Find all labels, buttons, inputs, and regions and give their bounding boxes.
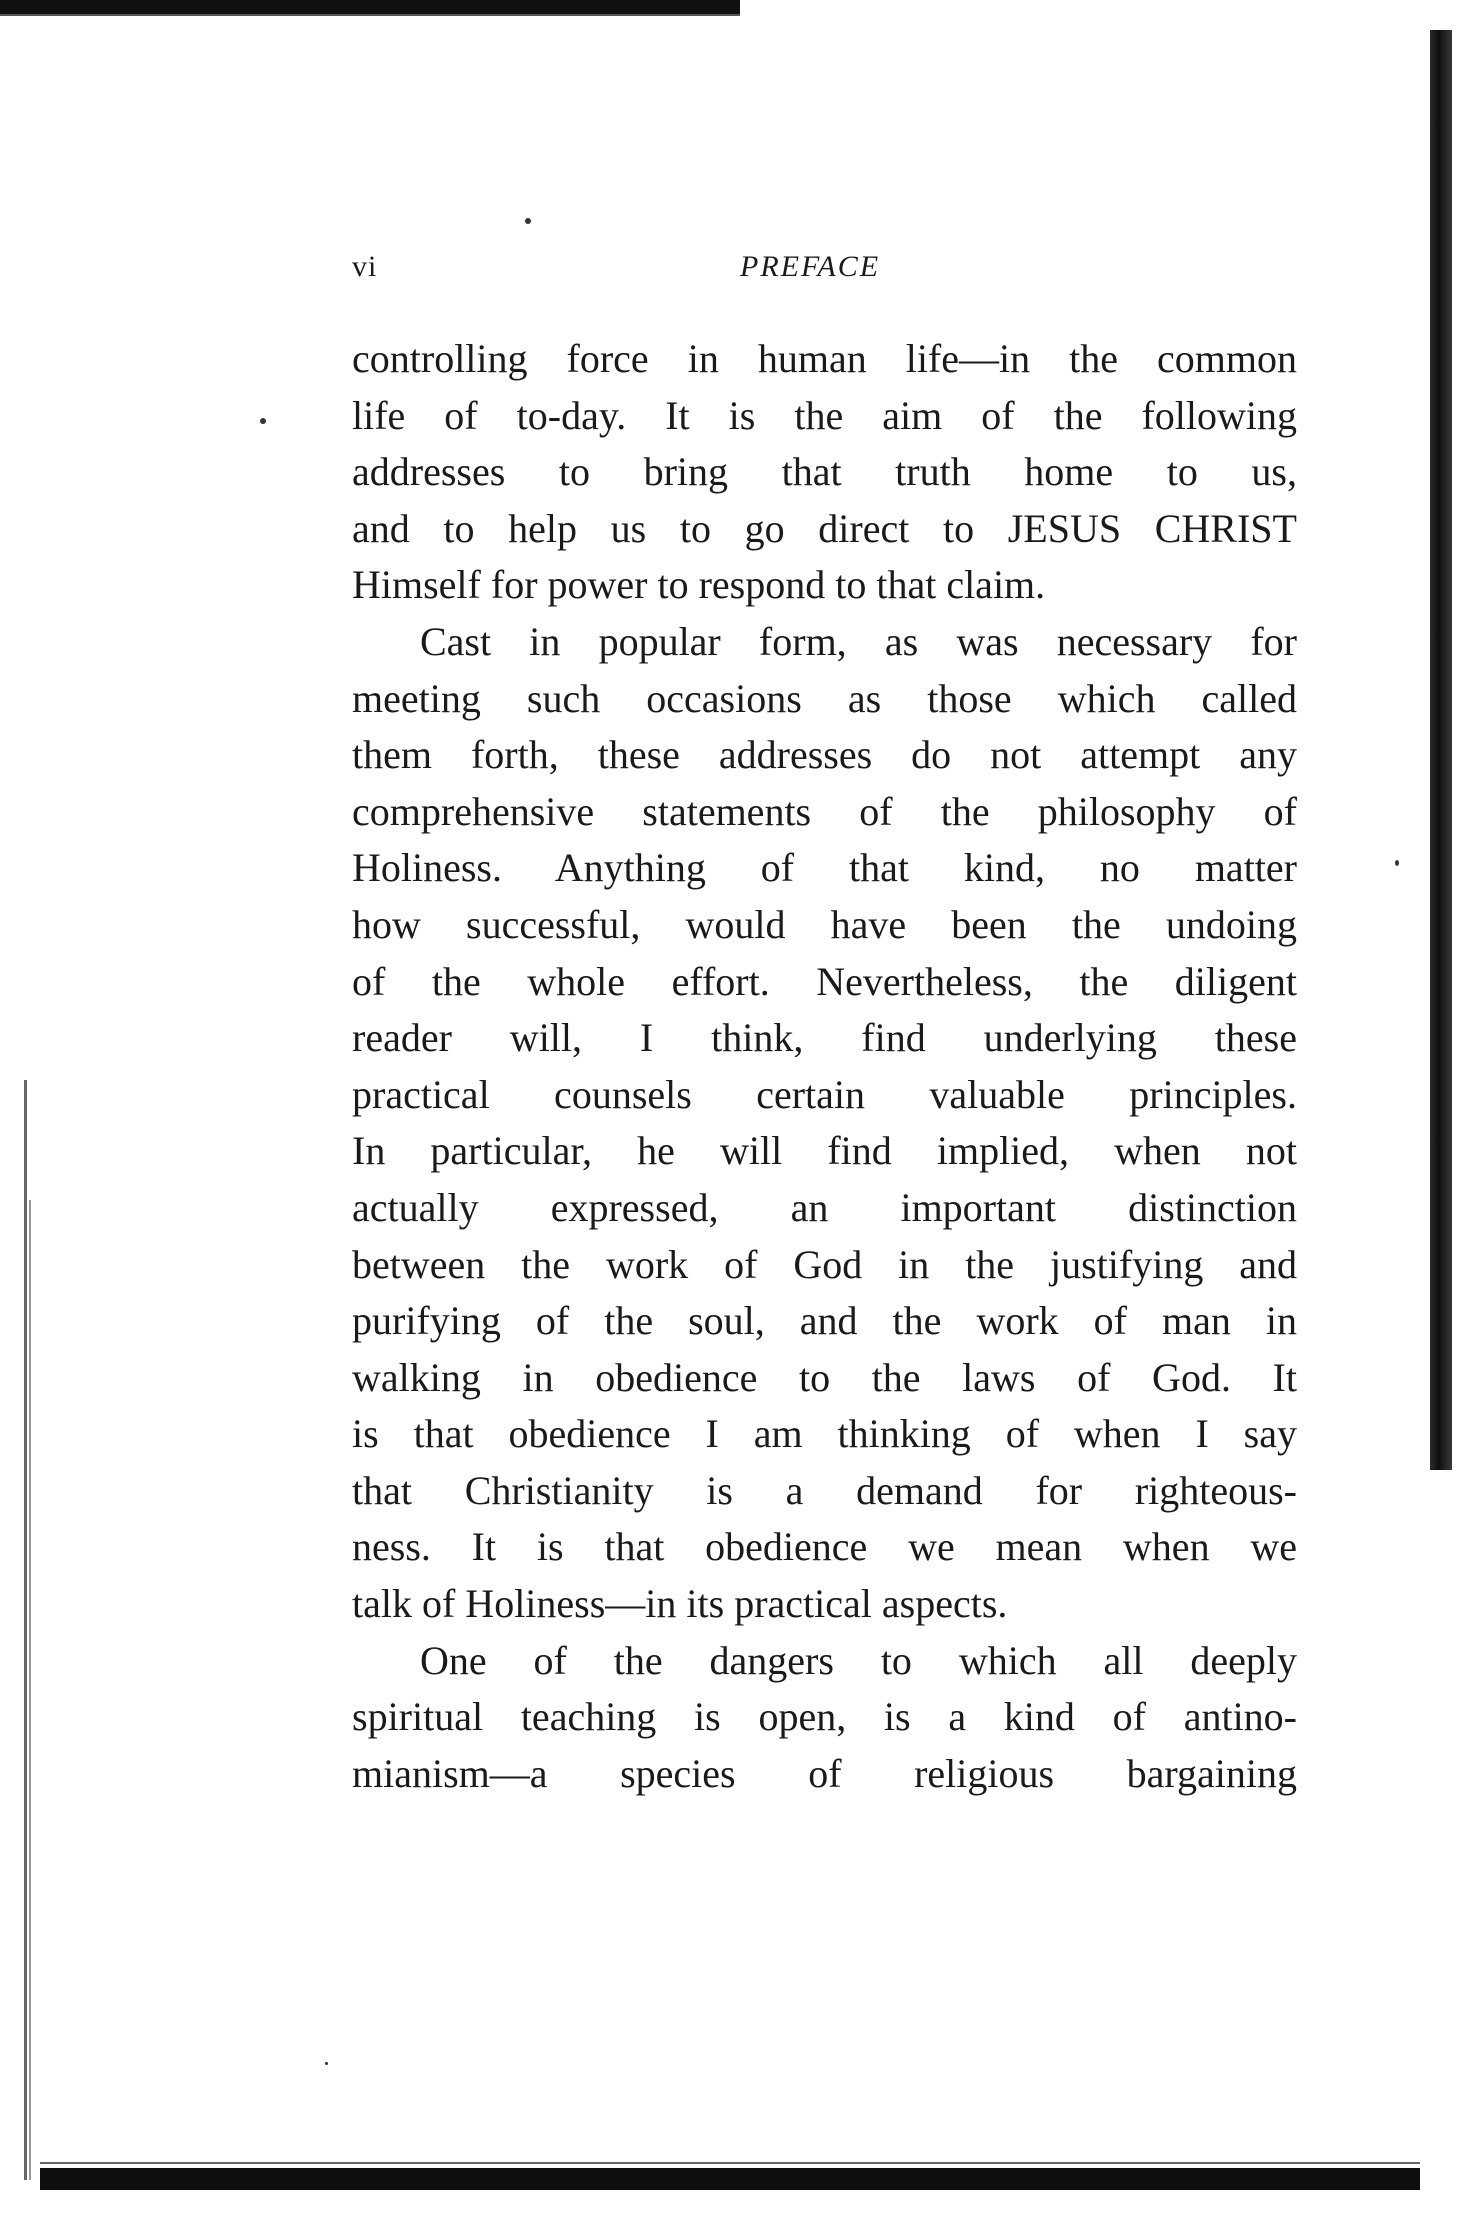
paragraph-1 (352, 331, 1297, 614)
text-line: that Christianity is a demand for righteous- (352, 1467, 1297, 1513)
left-edge-shadow (24, 1080, 27, 2180)
body-text (352, 331, 1297, 1802)
paragraph-3 (352, 1633, 1297, 1803)
bottom-border-rule (40, 2168, 1420, 2190)
text-line: life of to-day. It is the aim of the following (352, 392, 1297, 438)
text-line: them forth, these addresses do not attempt any (352, 732, 1297, 778)
text-line: meeting such occasions as those which called (352, 675, 1297, 721)
print-speck (1395, 860, 1399, 866)
text-line: is that obedience I am thinking of when I say (352, 1411, 1297, 1457)
text-line: mianism—a species of religious bargaining (352, 1750, 1297, 1796)
left-edge-shadow-inner (29, 1200, 31, 2180)
text-line: Holiness. Anything of that kind, no matter (352, 845, 1297, 891)
text-line: addresses to bring that truth home to us, (352, 449, 1297, 495)
text-line: In particular, he will find implied, when not (352, 1128, 1297, 1174)
text-line: comprehensive statements of the philosophy of (352, 788, 1297, 834)
paragraph-2 (352, 614, 1297, 1633)
text-line: and to help us to go direct to JESUS CHRIST (352, 505, 1297, 551)
text-line: ness. It is that obedience we mean when we (352, 1524, 1297, 1570)
page-number: vi (352, 250, 378, 283)
text-line: talk of Holiness—in its practical aspects. (352, 1581, 1008, 1627)
text-line: One of the dangers to which all deeply (420, 1637, 1297, 1683)
right-edge-shadow (1430, 30, 1452, 1470)
page-header (352, 250, 1297, 290)
text-line: walking in obedience to the laws of God. It (352, 1354, 1297, 1400)
text-line: actually expressed, an important distinction (352, 1184, 1297, 1230)
text-line: purifying of the soul, and the work of man in (352, 1298, 1297, 1344)
text-line: practical counsels certain valuable principles. (352, 1071, 1297, 1117)
text-line: spiritual teaching is open, is a kind of antino- (352, 1694, 1297, 1740)
text-line: controlling force in human life—in the common (352, 336, 1297, 381)
print-speck (260, 418, 266, 424)
top-border-rule-thin (0, 14, 740, 16)
text-line: Himself for power to respond to that claim. (352, 562, 1046, 608)
top-border-rule (0, 0, 740, 14)
print-speck (525, 218, 531, 224)
bottom-border-rule-thin (40, 2162, 1420, 2164)
print-speck (325, 2062, 328, 2065)
text-line: between the work of God in the justifying and (352, 1241, 1297, 1287)
text-line: of the whole effort. Nevertheless, the diligent (352, 958, 1297, 1004)
text-line: reader will, I think, find underlying these (352, 1015, 1297, 1061)
running-head-title: PREFACE (740, 250, 881, 283)
text-line: how successful, would have been the undoing (352, 901, 1297, 947)
text-line: Cast in popular form, as was necessary for (420, 618, 1297, 664)
